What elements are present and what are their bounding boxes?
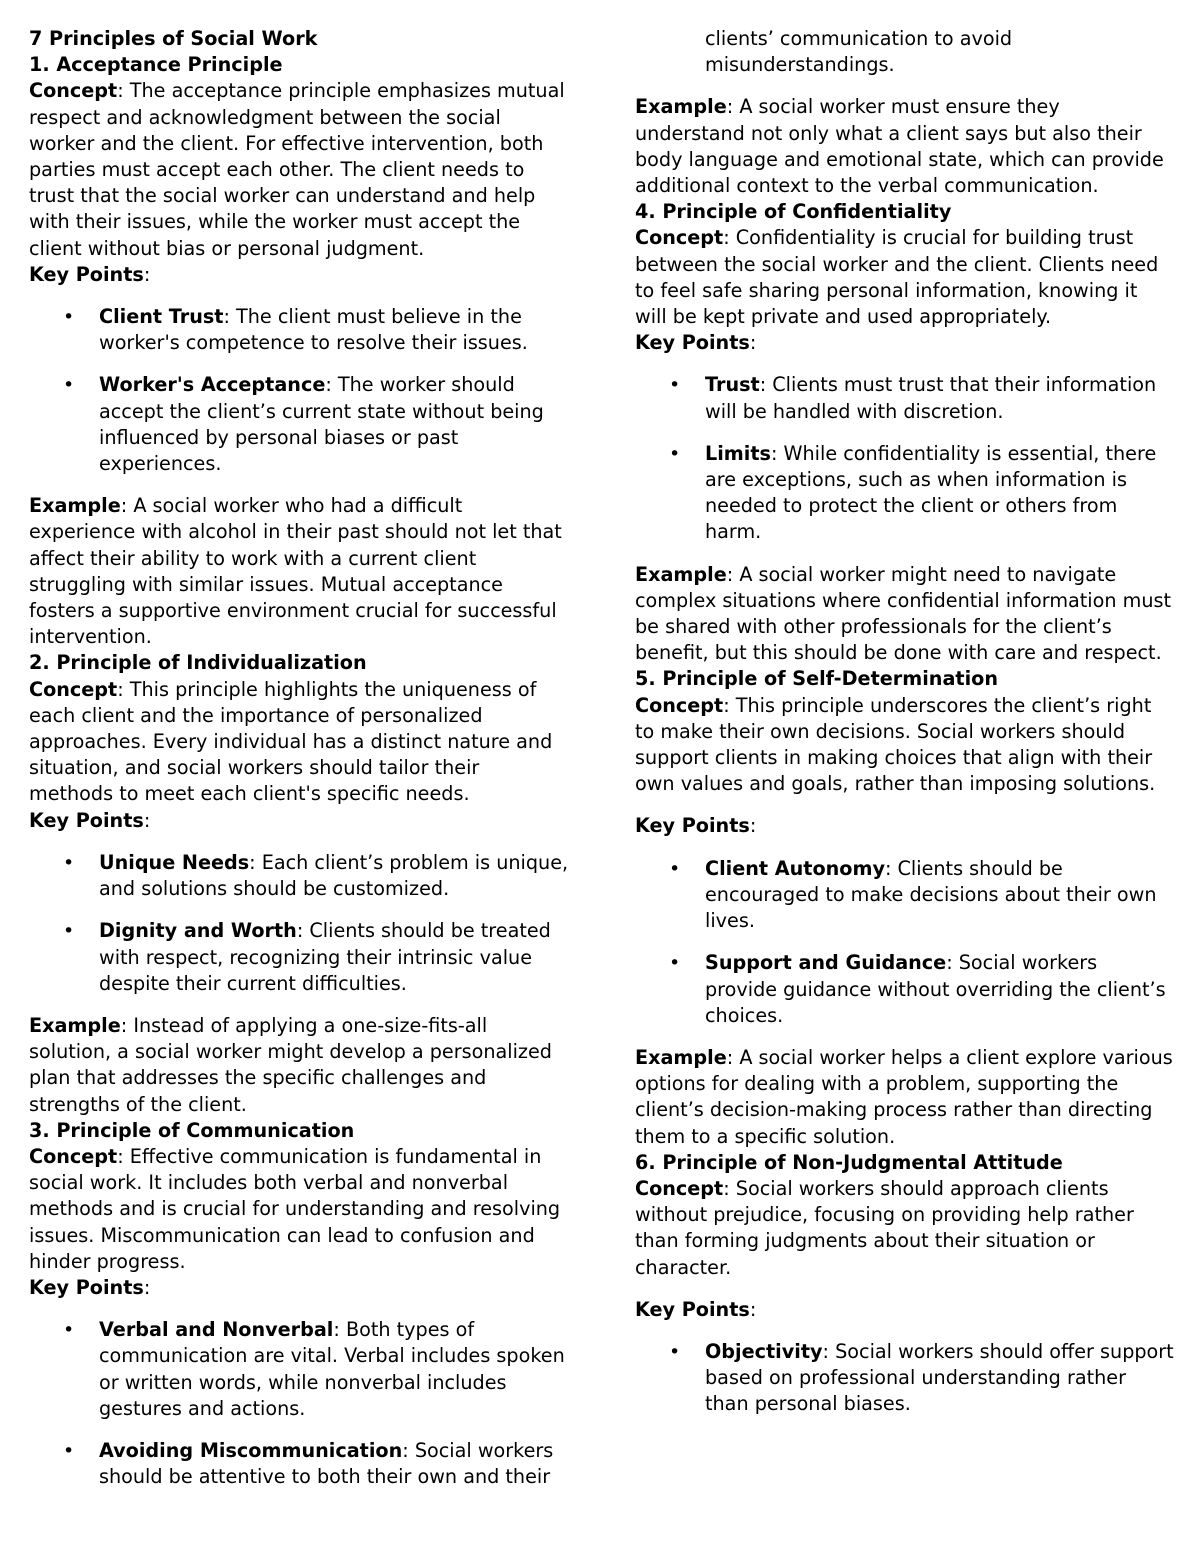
point-term: Unique Needs [99,850,250,874]
list-item [29,850,569,902]
example-paragraph [29,493,569,650]
key-points-list [29,304,569,477]
key-points-label: Key Points [29,262,144,286]
concept-label: Concept [635,226,724,250]
example-label: Example [29,494,121,518]
concept-paragraph [29,677,569,808]
bullet-icon: • [63,374,75,397]
point-text: : The client must believe in the worker's competence to resolve their issues. [99,305,528,355]
section-heading: 3. Principle of Communication [29,1118,355,1142]
list-item [29,1317,569,1422]
section-heading: 2. Principle of Individualization [29,651,367,675]
key-points-heading: Key Points: [29,808,151,832]
concept-text: : This principle underscores the client’s right to make their own decisions. Social workers should support clients in making choices that align with their own values and goals, rather than imposing solutions. [635,693,1156,796]
example-text: : A social worker must ensure they understand not only what a client says but also their body language and emotional state, which can provide additional context to the verbal communication. [635,95,1164,198]
key-points-heading: Key Points: [29,262,151,286]
concept-text: : Confidentiality is crucial for building trust between the social worker and the client. Clients need to feel safe sharing personal information, knowing it will be kept private and used appropriately. [635,226,1159,329]
point-term: Dignity and Worth [99,919,297,943]
page-title: 7 Principles of Social Work [29,27,318,50]
key-points-label: Key Points [635,814,750,838]
point-text: : The worker should accept the client’s current state without being influenced by personal biases or past experiences. [99,373,544,476]
key-points-list [635,1339,1175,1418]
key-points-list [635,372,1175,545]
point-text: : Clients should be treated with respect, recognizing their intrinsic value despite their current difficulties. [99,919,551,995]
point-text: : Each client’s problem is unique, and solutions should be customized. [99,850,569,901]
right-column [635,26,1175,1434]
example-text: : A social worker who had a difficult experience with alcohol in their past should not let that affect their ability to work with a current client struggling with similar issues. Mutual acceptance fosters a supportive environment crucial for successful intervention. [29,494,562,649]
key-points-label: Key Points [29,808,144,832]
list-item [635,372,1175,424]
concept-label: Concept [29,677,118,701]
example-label: Example [635,95,727,119]
bullet-icon: • [669,952,681,975]
concept-label: Concept [635,693,724,717]
example-paragraph [635,562,1175,667]
list-item [29,1438,569,1490]
example-paragraph [29,1013,569,1118]
list-item [635,1339,1175,1418]
concept-paragraph [635,225,1175,330]
point-text: : Social workers should be attentive to both their own and their [99,1438,554,1489]
key-points-list [29,850,569,997]
bullet-icon: • [63,1319,75,1342]
bullet-icon: • [669,442,681,465]
key-points-label: Key Points [635,1297,750,1321]
example-text: : A social worker might need to navigate complex situations where confidential information must be shared with other professionals for the client’s benefit, but this should be done with care and respect. [635,562,1171,665]
list-item [635,950,1175,1029]
section-heading: 1. Acceptance Principle [29,53,283,77]
concept-text: : The acceptance principle emphasizes mutual respect and acknowledgment between the social worker and the client. For effective intervention, both parties must accept each other. The client needs to trust that the social worker can understand and help with their issues, while the worker must accept the client without bias or personal judgment. [29,79,565,260]
key-points-heading: Key Points: [635,331,757,355]
bullet-icon: • [63,306,75,329]
bullet-icon: • [63,851,75,874]
key-points-heading: Key Points: [635,814,757,838]
example-paragraph [635,94,1175,199]
key-points-label: Key Points [635,331,750,355]
point-term: Support and Guidance [705,951,947,975]
example-label: Example [635,562,727,586]
example-paragraph [635,1045,1175,1150]
section-heading: 6. Principle of Non-Judgmental Attitude [635,1150,1063,1174]
section-heading: 5. Principle of Self-Determination [635,667,998,691]
key-points-label: Key Points [29,1275,144,1299]
concept-text: : Social workers should approach clients without prejudice, focusing on providing help rather than forming judgments about their situation or character. [635,1176,1134,1279]
example-text: : A social worker helps a client explore various options for dealing with a problem, supporting the client’s decision-making process rather than directing them to a specific solution. [635,1045,1173,1148]
left-column [29,26,569,1506]
bullet-icon: • [669,374,681,397]
bullet-icon: • [669,857,681,880]
concept-paragraph [29,78,569,261]
point-term: Verbal and Nonverbal [99,1318,334,1342]
example-label: Example [29,1013,121,1037]
concept-label: Concept [29,1144,118,1168]
bullet-icon: • [63,920,75,943]
example-label: Example [635,1045,727,1069]
concept-paragraph [635,1176,1175,1281]
list-item [29,918,569,997]
concept-text: : This principle highlights the uniqueness of each client and the importance of personalized approaches. Every individual has a distinct nature and situation, and social workers should tailor their methods to meet each client's specific needs. [29,677,553,806]
concept-paragraph [29,1144,569,1275]
point-text: : Both types of communication are vital. Verbal includes spoken or written words, while nonverbal includes gestures and actions. [99,1318,565,1420]
point-continued-text: clients’ communication to avoid misunderstandings. [705,27,1013,77]
list-item [29,304,569,356]
point-term: Client Trust [99,305,224,329]
list-item [635,441,1175,546]
concept-text: : Effective communication is fundamental in social work. It includes both verbal and nonverbal methods and is crucial for understanding and resolving issues. Miscommunication can lead to confusion and hinder progress. [29,1144,561,1273]
example-text: : Instead of applying a one-size-fits-all solution, a social worker might develop a personalized plan that addresses the specific challenges and strengths of the client. [29,1013,552,1116]
bullet-icon: • [63,1439,75,1462]
list-item [29,372,569,477]
list-item [635,856,1175,935]
point-text: : Clients should be encouraged to make decisions about their own lives. [705,856,1157,933]
key-points-heading: Key Points: [635,1297,757,1321]
point-term: Objectivity [705,1339,823,1363]
point-text: : While confidentiality is essential, there are exceptions, such as when information is needed to protect the client or others from harm. [705,441,1157,544]
bullet-icon: • [669,1340,681,1363]
point-term: Limits [705,441,771,465]
point-text: : Clients must trust that their information will be handled with discretion. [705,373,1157,423]
key-points-list [635,856,1175,1029]
key-points-heading: Key Points: [29,1275,151,1299]
point-term: Trust [705,373,760,397]
point-term: Avoiding Miscommunication [99,1438,403,1462]
concept-label: Concept [635,1176,724,1200]
concept-label: Concept [29,79,118,103]
key-points-list [29,1317,569,1490]
point-text: : Social workers should offer support based on professional understanding rather than personal biases. [705,1339,1174,1416]
point-term: Client Autonomy [705,856,885,880]
point-term: Worker's Acceptance [99,373,326,397]
concept-paragraph [635,693,1175,798]
point-text: : Social workers provide guidance without overriding the client’s choices. [705,951,1166,1027]
section-heading: 4. Principle of Confidentiality [635,200,952,224]
